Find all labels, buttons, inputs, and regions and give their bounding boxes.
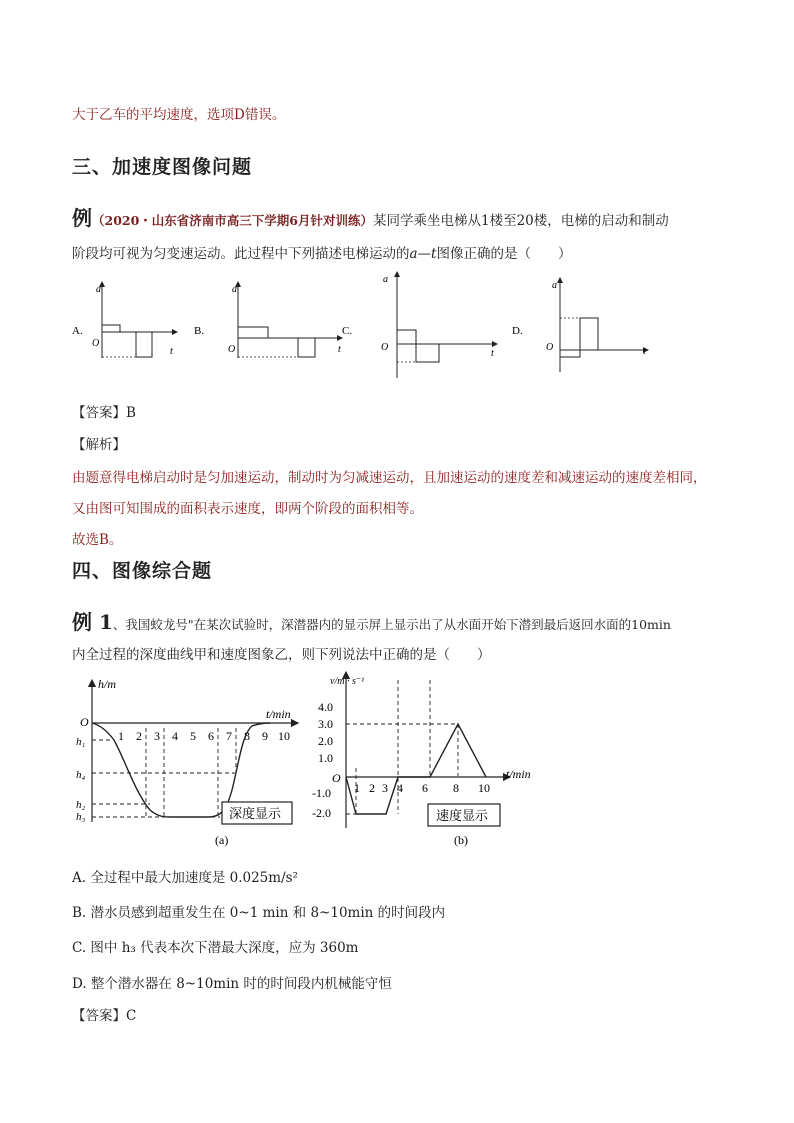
vx-tick-10: 10 (478, 781, 490, 795)
graph-a-xlabel: t (170, 346, 173, 357)
option-c[interactable]: C. 图中 h₃ 代表本次下潜最大深度，应为 360m (72, 940, 359, 956)
example-1-label: 例 1 (72, 610, 113, 634)
velocity-figure (310, 668, 550, 852)
option-d[interactable]: D. 整个潜水器在 8~10min 时的时间段内机械能守恒 (72, 976, 392, 992)
graph-b-ylabel: a (232, 284, 237, 295)
depth-xlabel: t/min (266, 707, 291, 721)
velocity-y-ticks (312, 700, 333, 820)
graph-d-label: D. (512, 325, 523, 337)
graph-b-origin: O (228, 344, 236, 355)
depth-caption: (a) (215, 833, 229, 847)
top-text: 大于乙车的平均速度，选项D错误。 (72, 107, 286, 123)
section4-title: 四、图像综合题 (72, 560, 213, 582)
question-text-2: 阶段均可视为匀变速运动。此过程中下列描述电梯运动的 (72, 246, 410, 262)
option-a[interactable]: A. 全过程中最大加速度是 0.025m/s² (72, 870, 298, 886)
velocity-x-ticks (354, 781, 490, 795)
depth-tick-3: 3 (154, 729, 160, 743)
vx-tick-4: 4 (397, 781, 403, 795)
vx-tick-3: 3 (382, 781, 388, 795)
graph-c-label: C. (342, 325, 353, 337)
section3-title: 三、加速度图像问题 (72, 156, 253, 178)
depth-tick-1: 1 (118, 729, 124, 743)
graph-d[interactable] (512, 278, 648, 372)
vx-tick-6: 6 (422, 781, 428, 795)
graph-c-ylabel: a (383, 274, 388, 285)
depth-figure (70, 672, 302, 852)
graph-c-xlabel: t (491, 348, 494, 359)
graph-d-origin: O (546, 342, 554, 353)
depth-display-label: 深度显示 (229, 806, 282, 821)
graph-b-label: B. (194, 325, 205, 337)
vx-tick-2: 2 (369, 781, 375, 795)
graph-b[interactable] (194, 282, 342, 358)
depth-ylabel: h/m (98, 677, 116, 691)
vx-tick-8: 8 (453, 781, 459, 795)
section4-question-text-1: 、我国蛟龙号"在某次试验时，深潜器内的显示屏上显示出了从水面开始下潜到最后返回水面的10min (112, 617, 671, 632)
example-label: 例 (72, 206, 92, 230)
question-source: （2020・山东省济南市高三下学期6月针对训练） (92, 213, 373, 228)
graph-a-ylabel: a (96, 284, 101, 295)
vy-tick-m1: -1.0 (312, 786, 331, 800)
depth-guides (92, 728, 236, 817)
h1-label: h₁ (76, 736, 86, 748)
depth-origin: O (80, 715, 89, 729)
graph-d-xlabel: t (643, 346, 646, 357)
section3-question-line1 (72, 202, 669, 231)
vy-tick-4: 4.0 (318, 700, 333, 714)
analysis-line-3: 故选B。 (72, 532, 123, 548)
graph-a-origin: O (92, 338, 100, 349)
velocity-caption: (b) (454, 833, 468, 847)
velocity-line (346, 724, 486, 814)
analysis-line-2: 又由图可知围成的面积表示速度，即两个阶段的面积相等。 (72, 501, 423, 517)
velocity-origin: O (332, 771, 341, 785)
question-text-1: 某同学乘坐电梯从1楼至20楼，电梯的启动和制动 (373, 213, 669, 229)
depth-tick-10: 10 (278, 729, 290, 743)
option-b[interactable]: B. 潜水员感到超重发生在 0~1 min 和 8~10min 的时间段内 (72, 905, 446, 921)
vx-tick-1: 1 (354, 781, 360, 795)
depth-x-ticks (118, 729, 290, 743)
graph-b-xlabel: t (338, 344, 341, 355)
depth-tick-9: 9 (262, 729, 268, 743)
section3-answer: 【答案】B (72, 405, 136, 421)
graph-c[interactable] (342, 272, 497, 378)
depth-tick-4: 4 (172, 729, 178, 743)
depth-tick-2: 2 (136, 729, 142, 743)
vy-tick-2: 2.0 (318, 734, 333, 748)
question-variable: a—t (409, 246, 437, 262)
depth-tick-8: 8 (244, 729, 250, 743)
vy-tick-m2: -2.0 (312, 806, 331, 820)
question-text-3: 图像正确的是（ ） (436, 246, 572, 262)
velocity-ylabel: v/m · s⁻¹ (330, 676, 365, 687)
section3-question-line2 (72, 242, 571, 262)
graph-a-label: A. (72, 325, 83, 337)
section4-answer: 【答案】C (72, 1008, 137, 1024)
section4-question-line2: 内全过程的深度曲线甲和速度图象乙，则下列说法中正确的是（ ） (72, 647, 491, 663)
vy-tick-1: 1.0 (318, 751, 333, 765)
velocity-display-label: 速度显示 (436, 808, 489, 823)
h2-label: h₂ (76, 799, 86, 811)
section4-question-line1 (72, 606, 671, 635)
h3-label: h₃ (76, 811, 86, 823)
section3-analysis-title: 【解析】 (72, 437, 126, 453)
h4-label: h₄ (76, 769, 86, 781)
at-graphs (70, 270, 670, 388)
graph-a[interactable] (72, 282, 177, 358)
velocity-xlabel: t/min (506, 767, 531, 781)
depth-tick-7: 7 (226, 729, 232, 743)
graph-d-ylabel: a (552, 280, 557, 291)
vy-tick-3: 3.0 (318, 717, 333, 731)
analysis-line-1: 由题意得电梯启动时是匀加速运动，制动时为匀减速运动，且加速运动的速度差和减速运动的速度差相同， (72, 470, 707, 486)
depth-tick-6: 6 (208, 729, 214, 743)
depth-h-labels (76, 736, 86, 823)
graph-c-origin: O (381, 342, 389, 353)
depth-tick-5: 5 (190, 729, 196, 743)
